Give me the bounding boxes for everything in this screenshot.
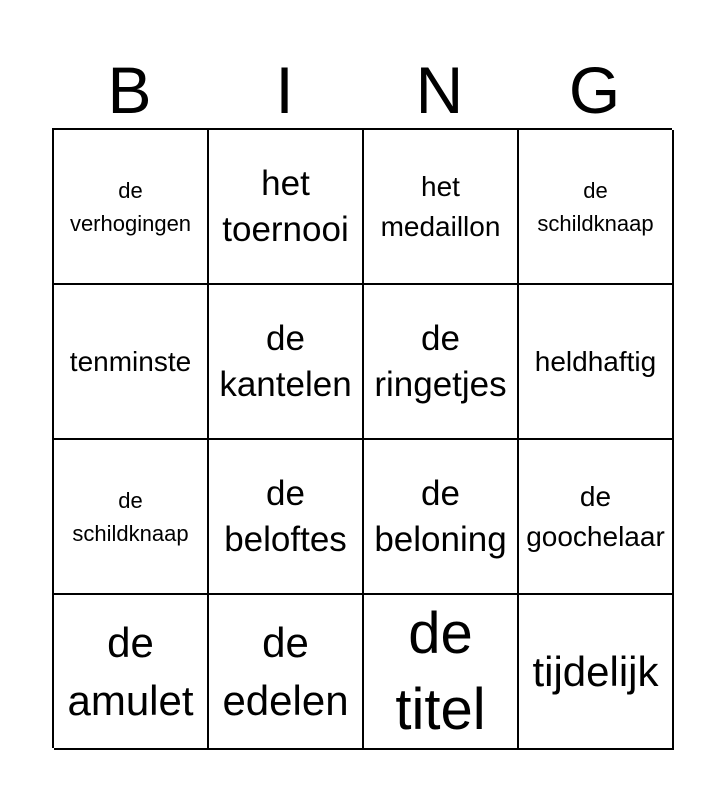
bingo-cell-r3c2[interactable] (209, 440, 364, 595)
bingo-cell-r2c2[interactable] (209, 285, 364, 440)
bingo-cell-r1c2[interactable] (209, 130, 364, 285)
bingo-cell-r1c3[interactable] (364, 130, 519, 285)
bingo-cell-r4c1[interactable] (54, 595, 209, 750)
cell-text: de titel (395, 600, 486, 742)
bingo-cell-r1c1[interactable] (54, 130, 209, 285)
cell-text: de beloftes (224, 473, 347, 559)
cell-text: de beloning (374, 473, 507, 559)
cell-text: het toernooi (222, 163, 349, 249)
cell-text: de edelen (222, 618, 349, 724)
bingo-cell-r2c1[interactable] (54, 285, 209, 440)
cell-text: het medaillon (380, 170, 501, 242)
bingo-board (52, 128, 672, 748)
bingo-cell-r2c4[interactable] (519, 285, 674, 440)
cell-text: heldhaftig (534, 345, 657, 377)
bingo-cell-r3c3[interactable] (364, 440, 519, 595)
cell-text: de kantelen (219, 318, 352, 404)
header-letter-i: I (275, 53, 294, 127)
bingo-cell-r4c2[interactable] (209, 595, 364, 750)
header-letter-g: G (568, 53, 621, 127)
bingo-cell-r2c3[interactable] (364, 285, 519, 440)
bingo-cell-r3c1[interactable] (54, 440, 209, 595)
bingo-cell-r3c4[interactable] (519, 440, 674, 595)
bingo-cell-r4c3[interactable] (364, 595, 519, 750)
cell-text: de verhogingen (69, 177, 192, 236)
cell-text: de schildknaap (72, 487, 189, 546)
bingo-cell-r4c4[interactable] (519, 595, 674, 750)
cell-text: de ringetjes (374, 318, 507, 404)
cell-text: de schildknaap (537, 177, 654, 236)
header-letter-b: B (107, 53, 152, 127)
cell-text: tijdelijk (532, 647, 659, 695)
cell-text: de goochelaar (526, 480, 665, 552)
bingo-cell-r1c4[interactable] (519, 130, 674, 285)
bingo-header (52, 52, 672, 128)
cell-text: tenminste (69, 345, 192, 377)
header-letter-n: N (415, 53, 464, 127)
cell-text: de amulet (67, 618, 194, 724)
